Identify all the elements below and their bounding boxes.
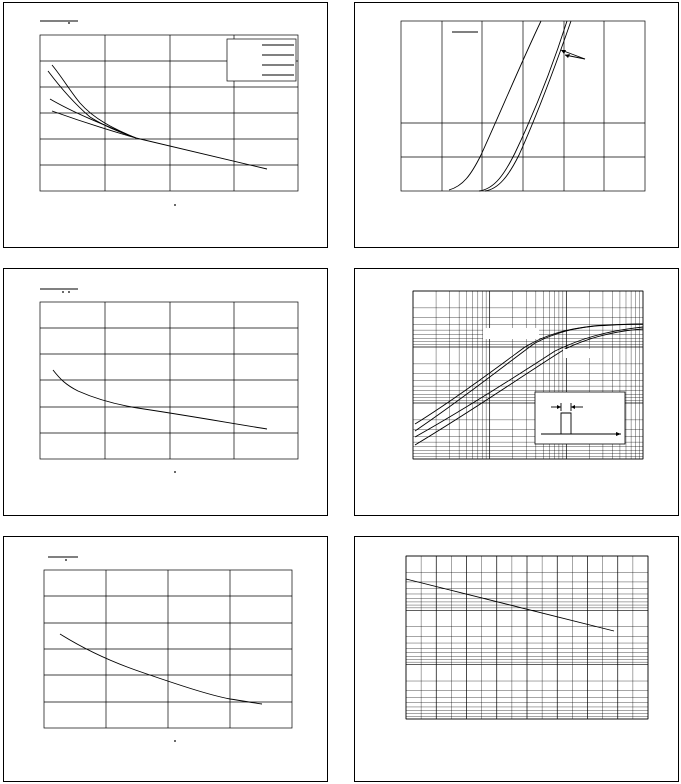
- title-mark: [65, 559, 67, 561]
- curve: [60, 634, 262, 704]
- inset-pulse-diagram: [535, 392, 625, 444]
- semi-log-grid: [406, 556, 648, 719]
- title-mark: [68, 22, 70, 24]
- chart-panel-top-left: [3, 2, 328, 248]
- axis-label-mark: [174, 740, 176, 742]
- grid-lines: [44, 570, 292, 728]
- chart-bottom-right: [355, 537, 680, 783]
- title-mark: [62, 291, 64, 293]
- chart-top-right: [355, 3, 680, 249]
- chart-panel-bottom-right: [354, 536, 679, 782]
- chart-top-left: [4, 3, 329, 249]
- grid-lines: [40, 302, 298, 459]
- chart-panel-bottom-left: [3, 536, 328, 782]
- axis-label-mark: [174, 204, 176, 206]
- title-mark-2: [68, 291, 70, 293]
- annotation-arrows: [561, 50, 585, 59]
- plot-frame: [40, 302, 298, 459]
- chart-panel-top-right: [354, 2, 679, 248]
- axis-label-mark: [174, 471, 176, 473]
- curves: [449, 21, 571, 191]
- chart-bottom-left: [4, 537, 329, 783]
- grid-lines: [401, 21, 645, 191]
- legend-box: [227, 39, 296, 81]
- chart-middle-right: [355, 269, 680, 517]
- chart-middle-left: [4, 269, 329, 517]
- chart-panel-middle-right: [354, 268, 679, 516]
- chart-panel-middle-left: [3, 268, 328, 516]
- curve: [53, 370, 267, 429]
